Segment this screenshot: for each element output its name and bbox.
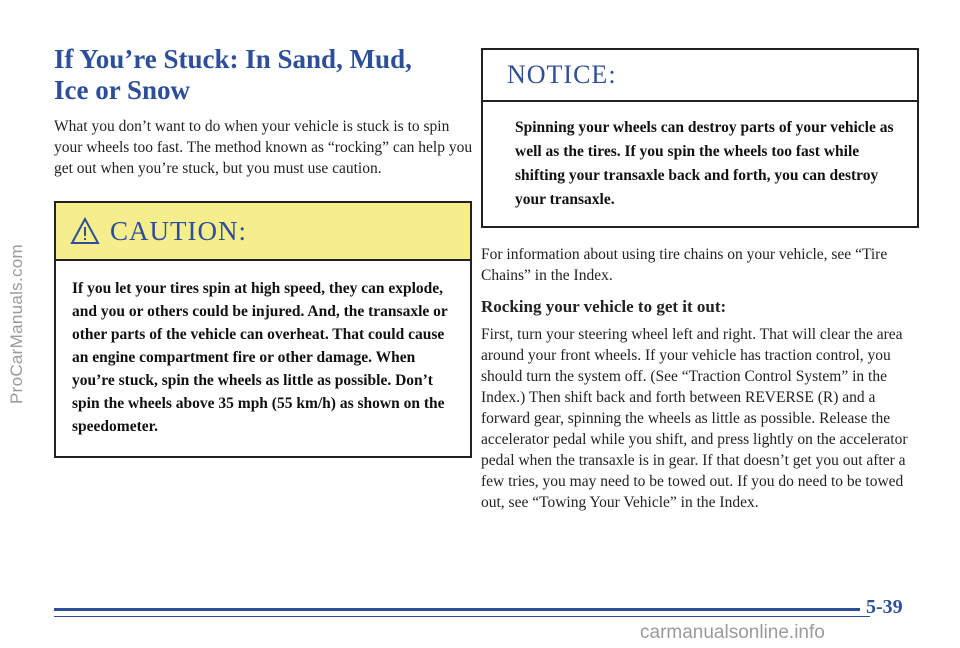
page-number: 5-39 (866, 596, 903, 618)
caution-title: CAUTION: (110, 215, 247, 246)
warning-triangle-icon (70, 216, 100, 246)
tire-chains-paragraph: For information about using tire chains on your vehicle, see “Tire Chains” in the Index. (481, 246, 888, 284)
caution-header (56, 203, 470, 261)
rocking-heading: Rocking your vehicle to get it out: (481, 297, 727, 316)
caution-body: If you let your tires spin at high speed, they can explode, and you or others could be injured. And, the transaxle or other parts of the vehicle can overheat. That could cause an engine compartment fire or other damage. When you’re stuck, spin the wheels as little as possible. Don’t spin the wheels above 35 mph (55 km/h) as shown on the speedometer. (72, 280, 448, 435)
side-watermark-text: ProCarManuals.com (7, 243, 27, 405)
footer-rule-thin (54, 616, 870, 617)
notice-box (481, 48, 919, 228)
intro-paragraph: What you don’t want to do when your vehicle is stuck is to spin your wheels too fast. The method known as “rocking” can help you get out when you’re stuck, but you must use caution. (54, 118, 473, 177)
section-title-line2: Ice or Snow (54, 75, 191, 105)
bottom-watermark: carmanualsonline.info (640, 622, 825, 643)
section-title-line1: If You’re Stuck: In Sand, Mud, (54, 44, 412, 74)
side-watermark (2, 0, 32, 648)
footer-rule-thick (54, 608, 860, 611)
rocking-paragraph: First, turn your steering wheel left and right. That will clear the area around your front wheels. If your vehicle has traction control, you should turn the system off. (See “Traction Control System” in the Index.) Then shift back and forth between REVERSE (R) and a forward gear, spinning the wheels as little as possible. Release the accelerator pedal while you shift, and press lightly on the accelerator pedal when the transaxle is in gear. If that doesn’t get you out after a few tries, you may need to be towed out. If you do need to be towed out, see “Towing Your Vehicle” in the Index. (481, 326, 908, 511)
notice-header (483, 50, 917, 102)
left-column (54, 44, 474, 458)
caution-box (54, 201, 472, 458)
notice-body: Spinning your wheels can destroy parts of your vehicle as well as the tires. If you spin the wheels too fast while shifting your transaxle back and forth, you can destroy your transaxle. (515, 119, 894, 208)
right-column (481, 48, 921, 513)
notice-title: NOTICE: (507, 60, 617, 89)
section-title (54, 44, 474, 106)
